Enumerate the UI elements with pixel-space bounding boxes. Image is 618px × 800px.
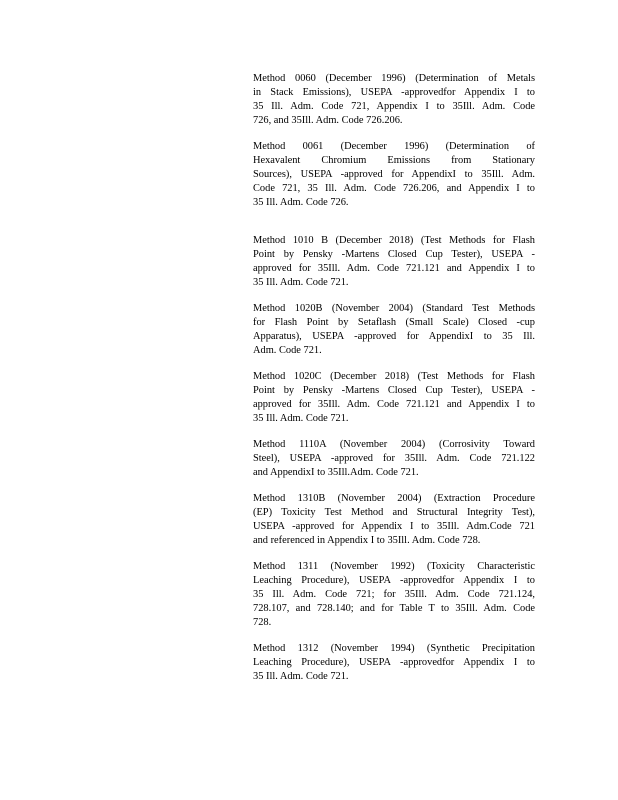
text-line: Point by Pensky -Martens Closed Cup Tester), USEPA - bbox=[253, 385, 535, 396]
text-line: USEPA -approved for Appendix I to 35Ill. Adm.Code 721 bbox=[253, 521, 535, 532]
text-line: Method 1310B (November 2004) (Extraction Procedure bbox=[253, 493, 535, 504]
text-line: 728.107, and 728.140; and for Table T to 35Ill. Adm. Code bbox=[253, 603, 535, 614]
text-line: approved for 35Ill. Adm. Code 721.121 and Appendix I to bbox=[253, 399, 535, 410]
text-line: Method 1020B (November 2004) (Standard Test Methods bbox=[253, 303, 535, 314]
text-line: 726, and 35Ill. Adm. Code 726.206. bbox=[253, 115, 403, 126]
text-line: Method 1110A (November 2004) (Corrosivity Toward bbox=[253, 439, 535, 450]
text-line: Steel), USEPA -approved for 35Ill. Adm. Code 721.122 bbox=[253, 453, 535, 464]
paragraph-method-1010b bbox=[253, 234, 535, 290]
text-line: Point by Pensky -Martens Closed Cup Tester), USEPA - bbox=[253, 249, 535, 260]
text-line: 35 Ill. Adm. Code 721; for 35Ill. Adm. Code 721.124, bbox=[253, 589, 535, 600]
text-line: Method 1312 (November 1994) (Synthetic Precipitation bbox=[253, 643, 535, 654]
text-line: for Flash Point by Setaflash (Small Scale) Closed -cup bbox=[253, 317, 535, 328]
text-line: 35 Ill. Adm. Code 721. bbox=[253, 413, 349, 424]
paragraph-method-1020c bbox=[253, 370, 535, 426]
text-line: 35 Ill. Adm. Code 726. bbox=[253, 197, 349, 208]
paragraph-method-1311 bbox=[253, 560, 535, 630]
text-line: Method 1311 (November 1992) (Toxicity Characteristic bbox=[253, 561, 535, 572]
text-line: 728. bbox=[253, 617, 272, 628]
text-line: 35 Ill. Adm. Code 721, Appendix I to 35Ill. Adm. Code bbox=[253, 101, 535, 112]
text-line: Code 721, 35 Ill. Adm. Code 726.206, and Appendix I to bbox=[253, 183, 535, 194]
text-line: Method 0061 (December 1996) (Determination of bbox=[253, 141, 535, 152]
text-line: 35 Ill. Adm. Code 721. bbox=[253, 277, 349, 288]
paragraph-method-0060 bbox=[253, 72, 535, 128]
text-line: 35 Ill. Adm. Code 721. bbox=[253, 671, 349, 682]
paragraph-method-1312 bbox=[253, 642, 535, 684]
text-line: Apparatus), USEPA -approved for AppendixI to 35 Ill. bbox=[253, 331, 535, 342]
text-line: in Stack Emissions), USEPA -approvedfor Appendix I to bbox=[253, 87, 535, 98]
text-line: Hexavalent Chromium Emissions from Stationary bbox=[253, 155, 535, 166]
text-line: and referenced in Appendix I to 35Ill. Adm. Code 728. bbox=[253, 535, 481, 546]
paragraph-method-1110a bbox=[253, 438, 535, 480]
text-line: Leaching Procedure), USEPA -approvedfor Appendix I to bbox=[253, 575, 535, 586]
text-line: approved for 35Ill. Adm. Code 721.121 and Appendix I to bbox=[253, 263, 535, 274]
text-line: and AppendixI to 35Ill.Adm. Code 721. bbox=[253, 467, 419, 478]
document-body bbox=[253, 72, 535, 684]
text-line: Method 0060 (December 1996) (Determination of Metals bbox=[253, 73, 535, 84]
text-line: Adm. Code 721. bbox=[253, 345, 322, 356]
text-line: Method 1020C (December 2018) (Test Methods for Flash bbox=[253, 371, 535, 382]
text-line: Method 1010 B (December 2018) (Test Methods for Flash bbox=[253, 235, 535, 246]
paragraph-method-0061 bbox=[253, 140, 535, 210]
paragraph-method-1020b bbox=[253, 302, 535, 358]
paragraph-method-1310b bbox=[253, 492, 535, 548]
text-line: Leaching Procedure), USEPA -approvedfor Appendix I to bbox=[253, 657, 535, 668]
text-line: Sources), USEPA -approved for AppendixI to 35Ill. Adm. bbox=[253, 169, 535, 180]
text-line: (EP) Toxicity Test Method and Structural Integrity Test), bbox=[253, 507, 535, 518]
